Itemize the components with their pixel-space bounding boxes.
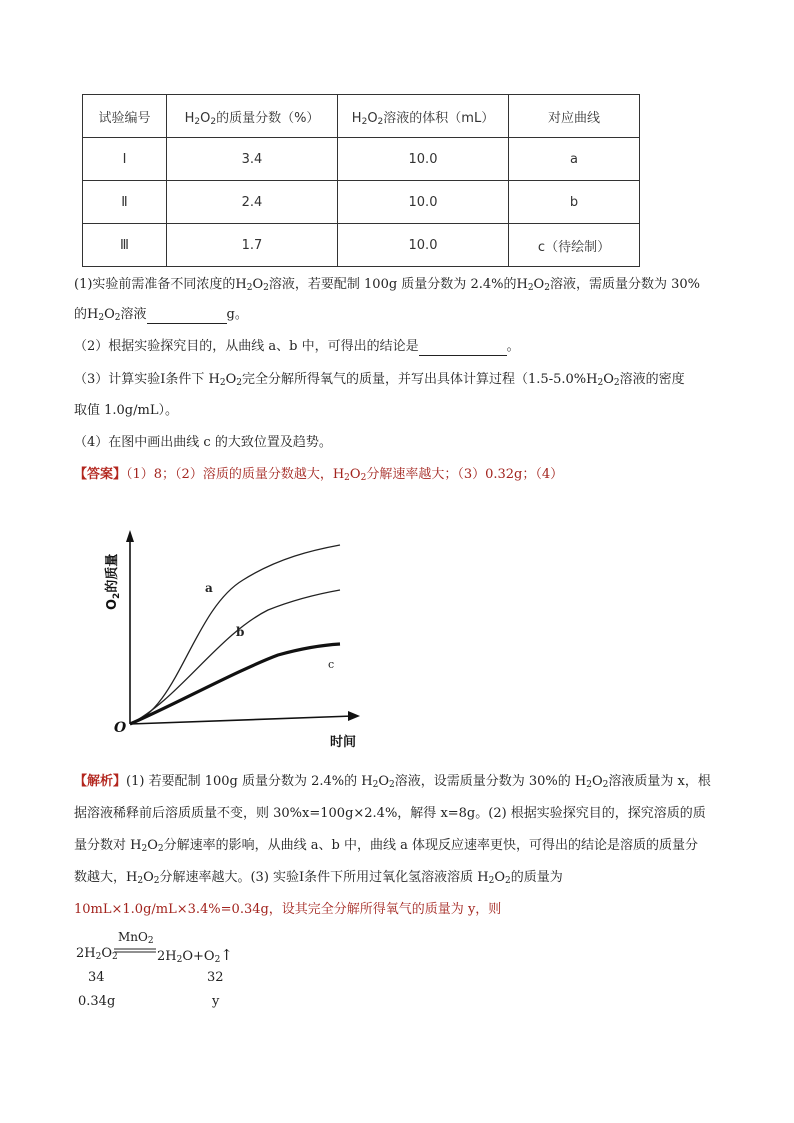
header-id: 试验编号 — [83, 95, 167, 138]
svg-text:O2的质量: $O_2$的质量 — [105, 553, 122, 610]
origin-label: O — [114, 720, 127, 736]
cell-fraction: 2.4 — [167, 181, 338, 224]
curve-c — [130, 644, 340, 724]
cell-id: Ⅱ — [83, 181, 167, 224]
question-2: （2）根据实验探究目的，从曲线 a、b 中，可得出的结论是 。 — [74, 339, 520, 354]
equation-value-2: y — [212, 994, 220, 1009]
up-arrow-icon: ↑ — [220, 946, 233, 964]
equation-value-1: 0.34g — [78, 994, 116, 1009]
cell-volume: 10.0 — [338, 181, 509, 224]
curve-c-label: c — [328, 658, 335, 671]
curve-b-label: b — [236, 625, 245, 639]
cell-volume: 10.0 — [338, 138, 509, 181]
equation-mass-1: 34 — [88, 970, 105, 985]
equation-lhs: $2H_2O_2$ — [76, 946, 118, 962]
equation-equals-sign — [114, 948, 156, 954]
analysis-line-2: 据溶液稀释前后溶质质量不变，则 30%x=100g×2.4%，解得 x=8g。(2) 根据实验探究目的，探究溶质的质 — [74, 806, 706, 821]
header-curve: 对应曲线 — [509, 95, 640, 138]
question-3-line-2: 取值 1.0g/mL）。 — [74, 403, 178, 418]
equation-rhs: $2H_2O+O_2↑$ — [157, 946, 233, 965]
cell-fraction: 1.7 — [167, 224, 338, 267]
cell-fraction: 3.4 — [167, 138, 338, 181]
answer-blank-1[interactable] — [147, 309, 227, 324]
analysis-tag: 【解析】 — [74, 774, 127, 789]
table-row — [83, 181, 640, 224]
equation-catalyst: MnO$_2$ — [118, 930, 154, 946]
header-volume: $H_2O_2$溶液的体积（mL） — [338, 95, 509, 138]
table-row — [83, 224, 640, 267]
x-axis-label: 时间 — [330, 735, 357, 750]
curve-a-label: a — [205, 581, 213, 595]
analysis-line-1: 【解析】(1) 若要配制 100g 质量分数为 2.4%的 $H_2O_2$溶液，设需质量分数为 30%的 $H_2O_2$溶液质量为 x，根 — [74, 774, 711, 790]
cell-id: Ⅰ — [83, 138, 167, 181]
y-axis-label — [104, 554, 122, 610]
question-1-line-1: (1)实验前需准备不同浓度的$H_2O_2$溶液，若要配制 100g 质量分数为 2.4%的$H_2O_2$溶液，需质量分数为 30% — [74, 277, 700, 293]
curve-b — [130, 590, 340, 724]
table-header-row — [83, 95, 640, 138]
x-axis-arrow-icon — [348, 711, 360, 721]
analysis-line-4: 数越大，$H_2O_2$分解速率越大。(3) 实验Ⅰ条件下所用过氧化氢溶液溶质 $H_2O_2$的质量为 — [74, 870, 563, 886]
analysis-line-5: 10mL×1.0g/mL×3.4%=0.34g，设其完全分解所得氧气的质量为 y，则 — [74, 902, 502, 917]
cell-id: Ⅲ — [83, 224, 167, 267]
answer-blank-2[interactable] — [419, 341, 507, 356]
x-axis — [130, 716, 353, 724]
question-4: （4）在图中画出曲线 c 的大致位置及趋势。 — [74, 435, 332, 450]
cell-curve: c（待绘制） — [509, 224, 640, 267]
answer-line: 【答案】（1）8；（2）溶质的质量分数越大，$H_2O_2$分解速率越大；（3）0.32g；（4） — [74, 467, 564, 483]
cell-curve: a — [509, 138, 640, 181]
answer-tag: 【答案】 — [74, 467, 127, 482]
curve-a — [130, 545, 340, 724]
o2-mass-time-graph — [105, 520, 378, 755]
y-axis-arrow-icon — [126, 530, 134, 542]
cell-curve: b — [509, 181, 640, 224]
header-fraction: $H_2O_2$的质量分数（%） — [167, 95, 338, 138]
analysis-line-3: 量分数对 $H_2O_2$分解速率的影响，从曲线 a、b 中，曲线 a 体现反应速率更快，可得出的结论是溶质的质量分 — [74, 838, 698, 854]
table-row — [83, 138, 640, 181]
experiment-table — [82, 94, 640, 267]
equation-mass-2: 32 — [207, 970, 224, 985]
question-1-line-2: 的$H_2O_2$溶液 g。 — [74, 307, 248, 323]
question-3-line-1: （3）计算实验Ⅰ条件下 $H_2O_2$完全分解所得氧气的质量，并写出具体计算过程（$1.5-5.0\%H_2O_2$溶液的密度 — [74, 372, 685, 388]
cell-volume: 10.0 — [338, 224, 509, 267]
